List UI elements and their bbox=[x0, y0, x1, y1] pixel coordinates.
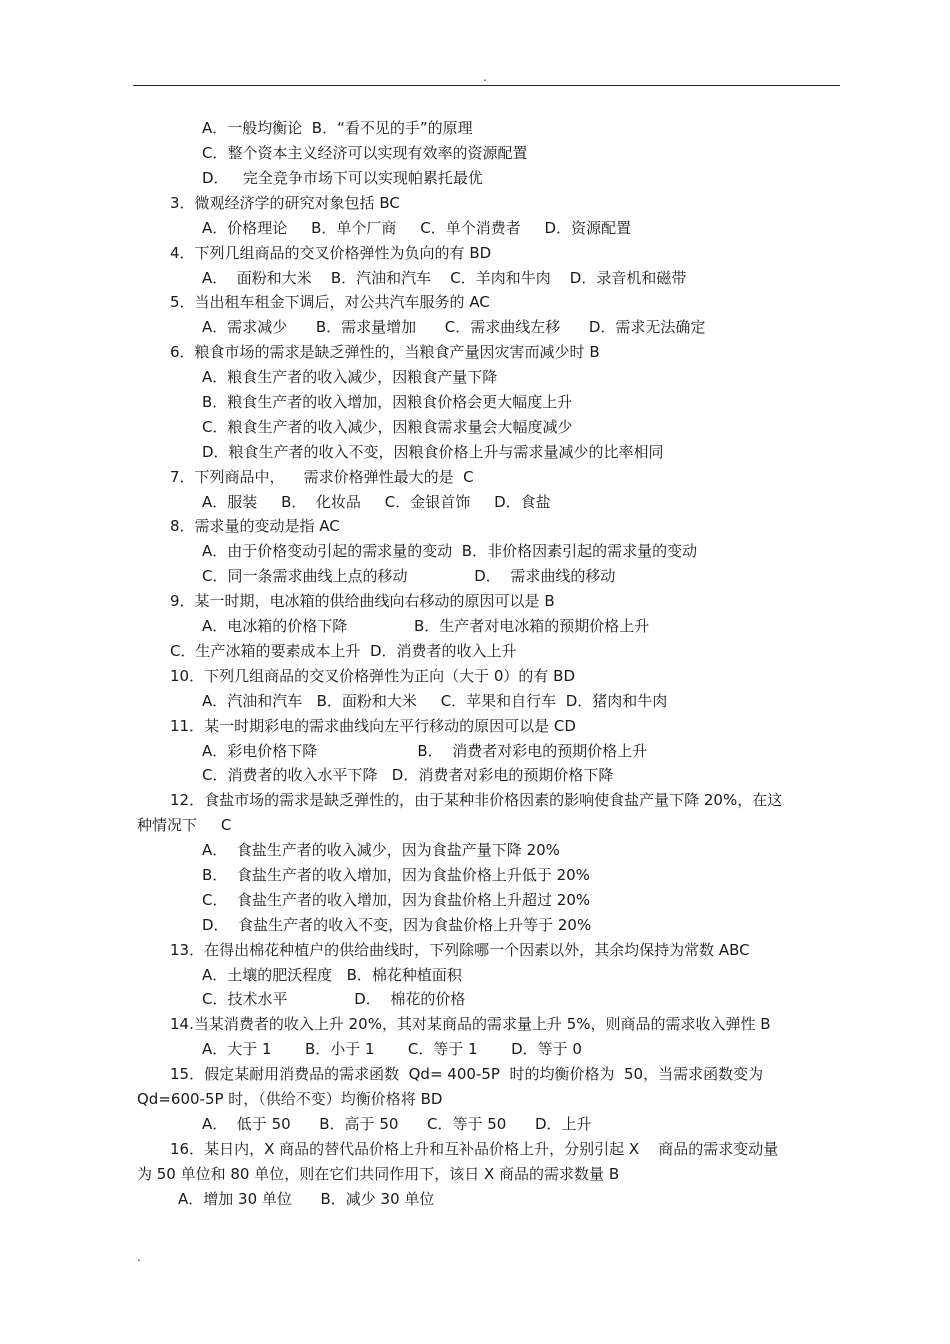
header-mark: . bbox=[483, 70, 487, 84]
option-line: D．粮食生产者的收入不变，因粮食价格上升与需求量减少的比率相同 bbox=[202, 443, 664, 461]
option-line: C．技术水平 D． 棉花的价格 bbox=[202, 990, 466, 1008]
option-line: A． 低于 50 B．高于 50 C．等于 50 D．上升 bbox=[202, 1115, 592, 1133]
question-line: 12．食盐市场的需求是缺乏弹性的，由于某种非价格因素的影响使食盐产量下降 20%，在这 bbox=[170, 791, 783, 809]
question-line: 5．当出租车租金下调后，对公共汽车服务的 AC bbox=[170, 293, 490, 311]
question-line: 种情况下 C bbox=[137, 816, 232, 834]
option-line: A．一般均衡论 B．“看不见的手”的原理 bbox=[202, 119, 473, 137]
option-line: A．土壤的肥沃程度 B．棉花种植面积 bbox=[202, 966, 462, 984]
question-line: 为 50 单位和 80 单位，则在它们共同作用下，该日 X 商品的需求数量 B bbox=[137, 1165, 620, 1183]
question-line: Qd=600-5P 时，（供给不变）均衡价格将 BD bbox=[137, 1090, 443, 1108]
question-line: 3．微观经济学的研究对象包括 BC bbox=[170, 194, 400, 212]
option-line: C．生产冰箱的要素成本上升 D．消费者的收入上升 bbox=[170, 642, 517, 660]
question-line: 10．下列几组商品的交叉价格弹性为正向（大于 0）的有 BD bbox=[170, 667, 576, 685]
question-line: 16．某日内，X 商品的替代品价格上升和互补品价格上升，分别引起 X 商品的需求变动量 bbox=[170, 1140, 779, 1158]
option-line: B． 食盐生产者的收入增加，因为食盐价格上升低于 20% bbox=[202, 866, 590, 884]
question-line: 8．需求量的变动是指 AC bbox=[170, 517, 340, 535]
option-line: D． 完全竞争市场下可以实现帕累托最优 bbox=[202, 169, 483, 187]
header-rule bbox=[133, 85, 840, 86]
option-line: B．粮食生产者的收入增加，因粮食价格会更大幅度上升 bbox=[202, 393, 573, 411]
question-line: 6．粮食市场的需求是缺乏弹性的，当粮食产量因灾害而减少时 B bbox=[170, 343, 600, 361]
option-line: D． 食盐生产者的收入不变，因为食盐价格上升等于 20% bbox=[202, 916, 592, 934]
option-line: C． 食盐生产者的收入增加，因为食盐价格上升超过 20% bbox=[202, 891, 591, 909]
footer-mark: . bbox=[137, 1250, 141, 1264]
question-line: 11．某一时期彩电的需求曲线向左平行移动的原因可以是 CD bbox=[170, 717, 576, 735]
option-line: A．大于 1 B．小于 1 C．等于 1 D．等于 0 bbox=[202, 1040, 582, 1058]
question-line: 4．下列几组商品的交叉价格弹性为负向的有 BD bbox=[170, 244, 492, 262]
option-line: C．整个资本主义经济可以实现有效率的资源配置 bbox=[202, 144, 528, 162]
option-line: A．汽油和汽车 B．面粉和大米 C．苹果和自行车 D．猪肉和牛肉 bbox=[202, 692, 668, 710]
option-line: A．由于价格变动引起的需求量的变动 B．非价格因素引起的需求量的变动 bbox=[202, 542, 698, 560]
option-line: C．粮食生产者的收入减少，因粮食需求量会大幅度减少 bbox=[202, 418, 573, 436]
option-line: A．电冰箱的价格下降 B．生产者对电冰箱的预期价格上升 bbox=[202, 617, 650, 635]
question-line: 9．某一时期，电冰箱的供给曲线向右移动的原因可以是 B bbox=[170, 592, 555, 610]
option-line: A．价格理论 B．单个厂商 C．单个消费者 D．资源配置 bbox=[202, 219, 632, 237]
option-line: A．增加 30 单位 B．减少 30 单位 bbox=[178, 1190, 435, 1208]
question-line: 15．假定某耐用消费品的需求函数 Qd= 400-5P 时的均衡价格为 50，当需求函数变为 bbox=[170, 1065, 764, 1083]
question-line: 14.当某消费者的收入上升 20%，其对某商品的需求量上升 5%，则商品的需求收入弹性 B bbox=[170, 1015, 771, 1033]
option-line: A．服装 B． 化妆品 C．金银首饰 D．食盐 bbox=[202, 493, 551, 511]
option-line: A． 面粉和大米 B．汽油和汽车 C．羊肉和牛肉 D．录音机和磁带 bbox=[202, 269, 687, 287]
option-line: A．需求减少 B．需求量增加 C．需求曲线左移 D．需求无法确定 bbox=[202, 318, 706, 336]
question-line: 13．在得出棉花种植户的供给曲线时，下列除哪一个因素以外，其余均保持为常数 ABC bbox=[170, 941, 750, 959]
option-line: A．粮食生产者的收入减少，因粮食产量下降 bbox=[202, 368, 498, 386]
option-line: C．同一条需求曲线上点的移动 D． 需求曲线的移动 bbox=[202, 567, 616, 585]
option-line: A． 食盐生产者的收入减少，因为食盐产量下降 20% bbox=[202, 841, 560, 859]
option-line: A．彩电价格下降 B． 消费者对彩电的预期价格上升 bbox=[202, 742, 648, 760]
option-line: C．消费者的收入水平下降 D．消费者对彩电的预期价格下降 bbox=[202, 766, 614, 784]
question-line: 7．下列商品中， 需求价格弹性最大的是 C bbox=[170, 468, 474, 486]
